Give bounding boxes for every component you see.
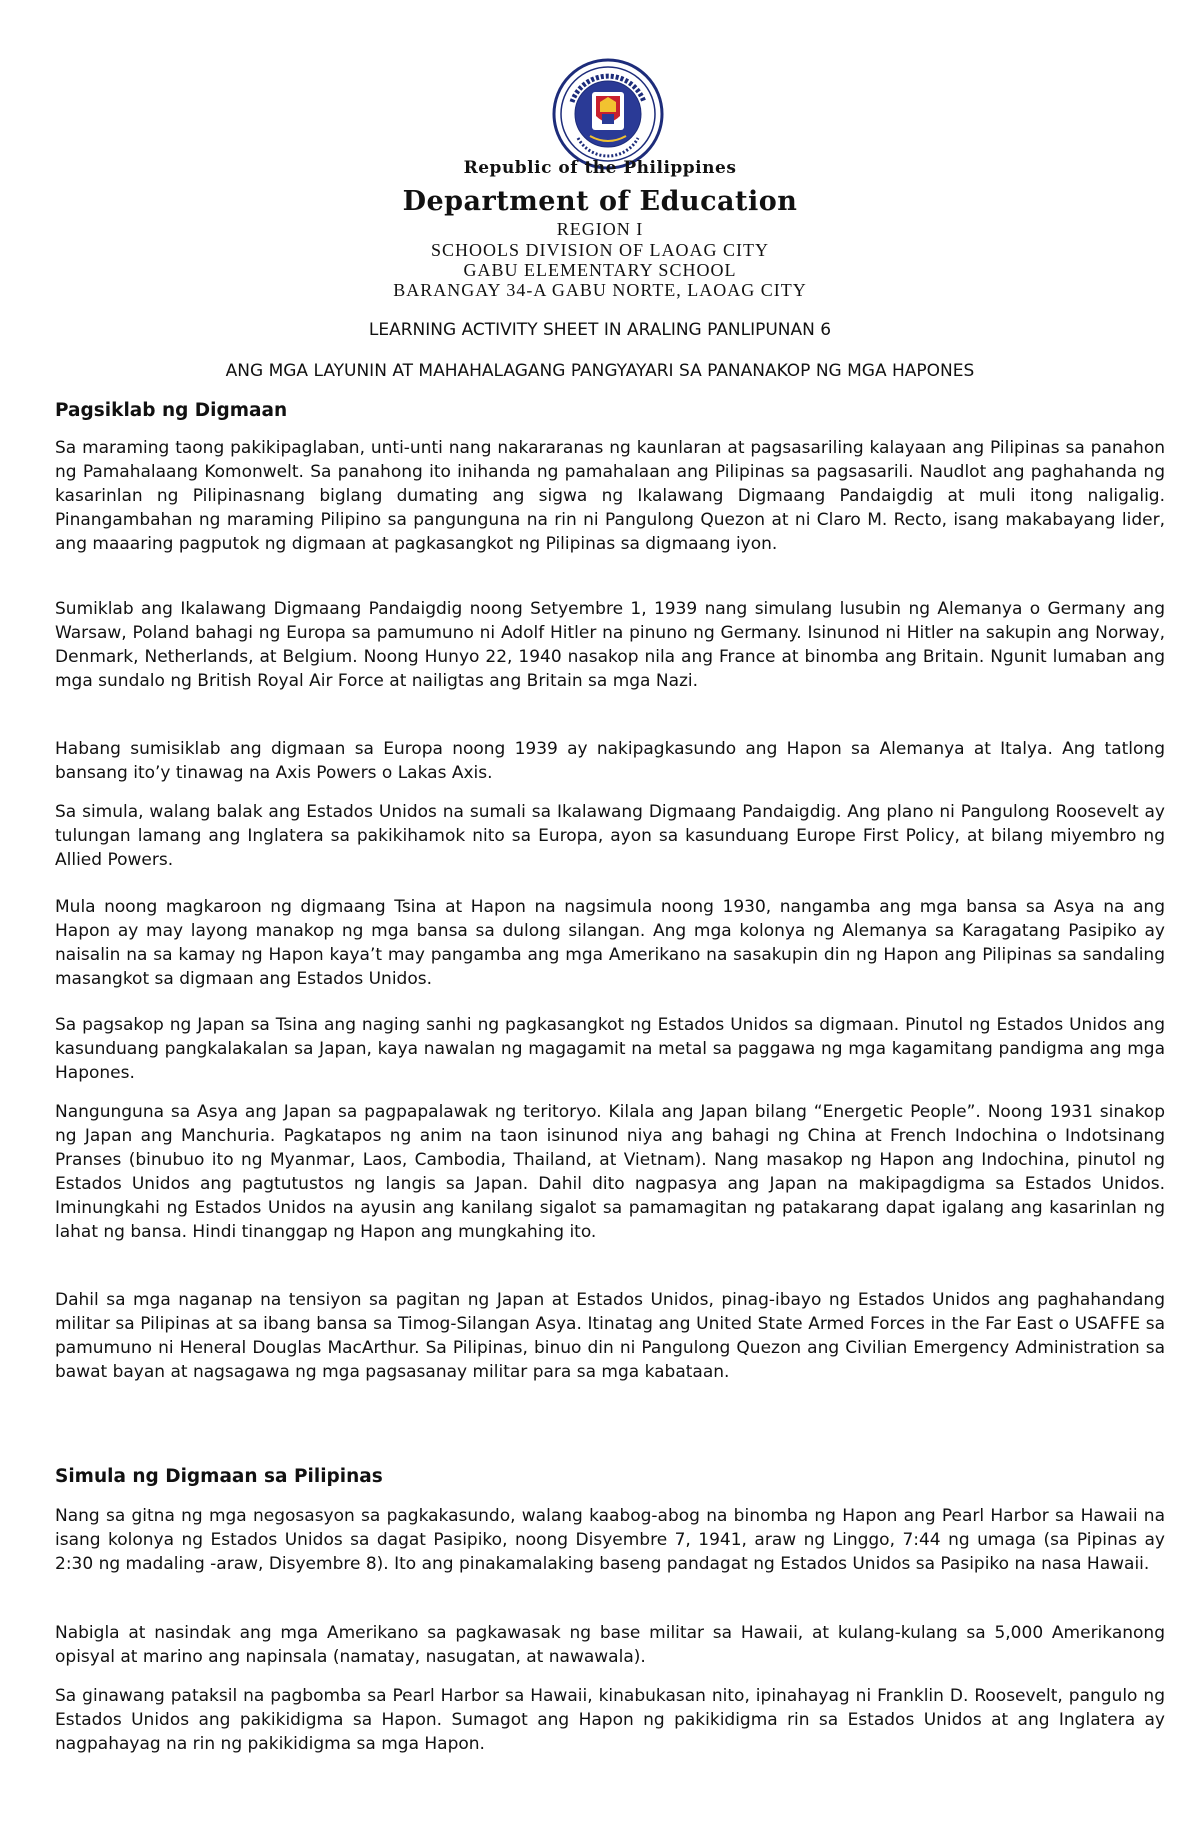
paragraph: Habang sumisiklab ang digmaan sa Europa noong 1939 ay nakipagkasundo ang Hapon sa Alemanya at Italya. Ang tatlong bansang ito’y tinawag na Axis Powers o Lakas Axis.	[55, 739, 1165, 783]
paragraph: Nabigla at nasindak ang mga Amerikano sa pagkawasak ng base militar sa Hawaii, at kulang-kulang sa 5,000 Amerikanong opisyal at marino ang napinsala (namatay, nasugatan, at nawawala).	[55, 1623, 1165, 1667]
paragraph: Sa maraming taong pakikipaglaban, unti-unti nang nakararanas ng kaunlaran at pagsasariling kalayaan ang Pilipinas sa panahon ng Pamahalaang Komonwelt. Sa panahong ito inihanda ng pamahalaan ang Pilipinas sa pagsasarili. Naudlot ang paghahanda ng kasarinlan ng Pilipinasnang biglang dumating ang sigwa ng Ikalawang Digmaang Pandaigdig at muli itong naligalig. Pinangambahan ng maraming Pilipino sa pangunguna na rin ni Pangulong Quezon at ni Claro M. Recto, isang makabayang lider, ang maaaring pagputok ng digmaan at pagkasangkot ng Pilipinas sa digmaang iyon.	[55, 438, 1165, 554]
letterhead-school: GABU ELEMENTARY SCHOOL	[463, 260, 737, 280]
letterhead-address: BARANGAY 34-A GABU NORTE, LAOAG CITY	[393, 280, 807, 300]
section-heading: Pagsiklab ng Digmaan	[55, 400, 288, 421]
section-heading: Simula ng Digmaan sa Pilipinas	[55, 1466, 383, 1487]
letterhead-republic: Republic of the Philippines	[463, 158, 737, 178]
paragraph: Sa pagsakop ng Japan sa Tsina ang naging sanhi ng pagkasangkot ng Estados Unidos sa digmaan. Pinutol ng Estados Unidos ang kasunduang pangkalakalan sa Japan, kaya nawalan ng magagamit na metal sa paggawa ng mga kagamitang pandigma ang mga Hapones.	[55, 1015, 1165, 1083]
document-subtitle: ANG MGA LAYUNIN AT MAHAHALAGANG PANGYAYARI SA PANANAKOP NG MGA HAPONES	[225, 361, 975, 381]
paragraph: Sumiklab ang Ikalawang Digmaang Pandaigdig noong Setyembre 1, 1939 nang simulang lusubin ng Alemanya o Germany ang Warsaw, Poland bahagi ng Europa sa pamumuno ni Adolf Hitler na pinuno ng Germany. Isinunod ni Hitler na sakupin ang Norway, Denmark, Netherlands, at Belgium. Noong Hunyo 22, 1940 nasakop nila ang France at binomba ang Britain. Ngunit lumaban ang mga sundalo ng British Royal Air Force at nailigtas ang Britain sa mga Nazi.	[55, 599, 1165, 691]
paragraph: Sa simula, walang balak ang Estados Unidos na sumali sa Ikalawang Digmaang Pandaigdig. Ang plano ni Pangulong Roosevelt ay tulungan lamang ang Inglatera sa pakikihamok nito sa Europa, ayon sa kasunduang Europe First Policy, at bilang miyembro ng Allied Powers.	[55, 802, 1165, 870]
paragraph: Mula noong magkaroon ng digmaang Tsina at Hapon na nagsimula noong 1930, nangamba ang mga bansa sa Asya na ang Hapon ay may layong manakop ng mga bansa sa dulong silangan. Ang mga kolonya ng Alemanya sa Karagatang Pasipiko ay naisalin na sa kamay ng Hapon kaya’t may pangamba ang mga Amerikano na sasakupin din ng Hapon ang Pilipinas sa sandaling masangkot sa digmaan ang Estados Unidos.	[55, 897, 1165, 989]
paragraph: Sa ginawang pataksil na pagbomba sa Pearl Harbor sa Hawaii, kinabukasan nito, ipinahayag ni Franklin D. Roosevelt, pangulo ng Estados Unidos ang pakikidigma sa Hapon. Sumagot ang Hapon ng pakikidigma rin sa Estados Unidos at ang Inglatera ay nagpahayag na rin ng pakikidigma sa mga Hapon.	[55, 1686, 1165, 1754]
letterhead-division: SCHOOLS DIVISION OF LAOAG CITY	[430, 240, 769, 260]
deped-seal-logo	[552, 58, 664, 170]
paragraph: Dahil sa mga naganap na tensiyon sa pagitan ng Japan at Estados Unidos, pinag-ibayo ng Estados Unidos ang paghahandang militar sa Pilipinas at sa ibang bansa sa Timog-Silangan Asya. Itinatag ang United State Armed Forces in the Far East o USAFFE sa pamumuno ni Heneral Douglas MacArthur. Sa Pilipinas, binuo din ni Pangulong Quezon ang Civilian Emergency Administration sa bawat bayan at nagsagawa ng mga pagsasanay militar para sa mga kabataan.	[55, 1290, 1165, 1382]
paragraph: Nangunguna sa Asya ang Japan sa pagpapalawak ng teritoryo. Kilala ang Japan bilang “Energetic People”. Noong 1931 sinakop ng Japan ang Manchuria. Pagkatapos ng anim na taon isinunod niya ang bahagi ng China at French Indochina o Indotsinang Pranses (binubuo ito ng Myanmar, Laos, Cambodia, Thailand, at Vietnam). Nang masakop ng Hapon ang Indochina, pinutol ng Estados Unidos ang pagtutustos ng langis sa Japan. Dahil dito nagpasya ang Japan na makipagdigma sa Estados Unidos. Iminungkahi ng Estados Unidos na ayusin ang kanilang sigalot sa pamamagitan ng patakarang dapat igalang ang kasarinlan ng lahat ng bansa. Hindi tinanggap ng Hapon ang mungkahing ito.	[55, 1102, 1165, 1242]
paragraph: Nang sa gitna ng mga negosasyon sa pagkakasundo, walang kaabog-abog na binomba ng Hapon ang Pearl Harbor sa Hawaii na isang kolonya ng Estados Unidos sa dagat Pasipiko, noong Disyembre 7, 1941, araw ng Linggo, 7:44 ng umaga (sa Pipinas ay 2:30 ng madaling -araw, Disyembre 8). Ito ang pinakamalaking baseng pandagat ng Estados Unidos sa Pasipiko na nasa Hawaii.	[55, 1506, 1165, 1574]
document-title: LEARNING ACTIVITY SHEET IN ARALING PANLIPUNAN 6	[368, 320, 832, 340]
letterhead-region: REGION I	[556, 219, 644, 239]
letterhead-department: Department of Education	[402, 186, 798, 217]
